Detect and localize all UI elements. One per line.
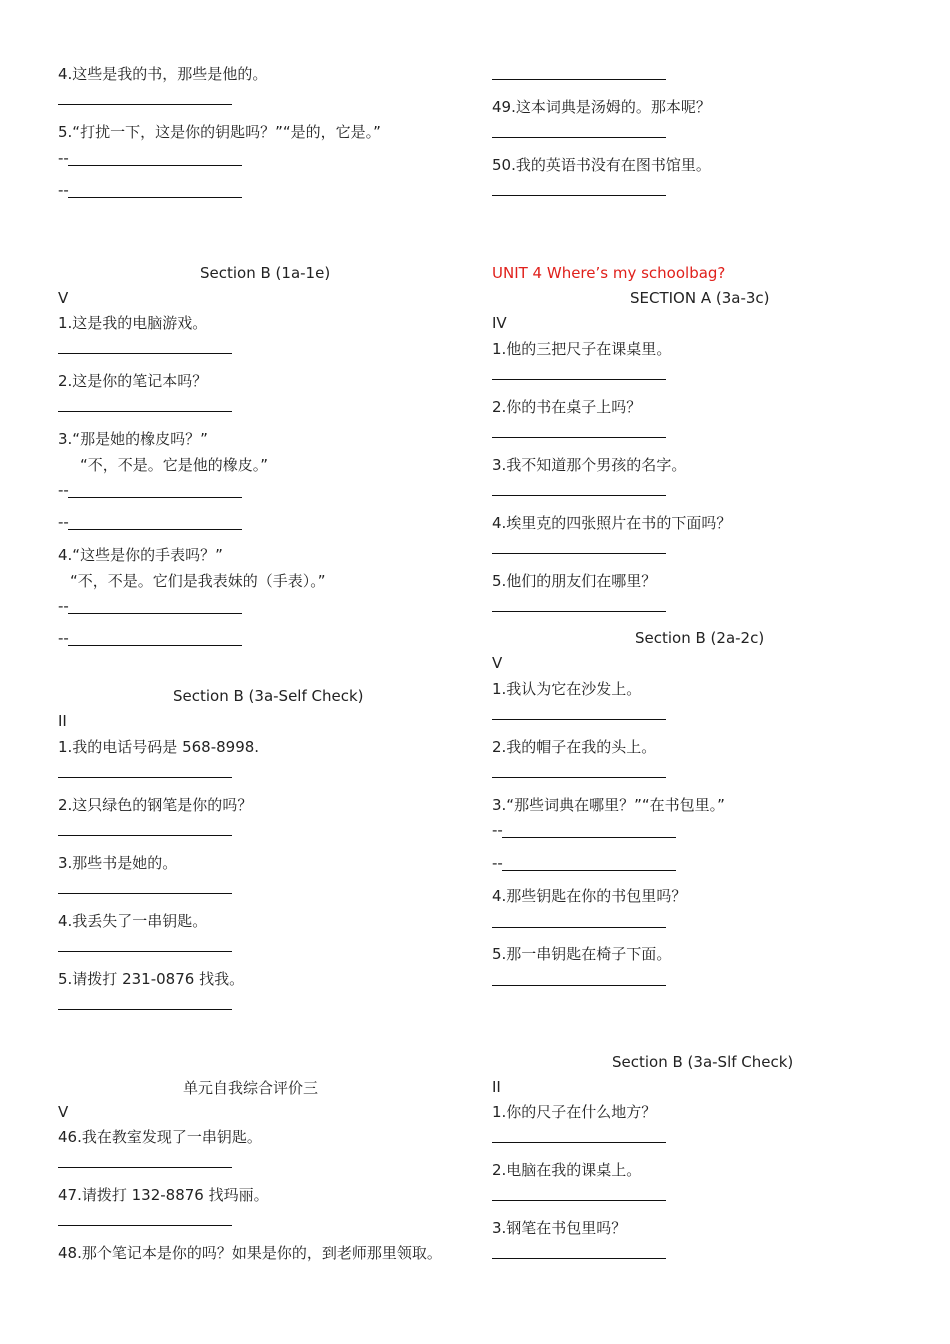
dialog-answer-line[interactable]: --	[58, 180, 69, 200]
exercise-item: 2.你的书在桌子上吗？	[492, 398, 642, 416]
answer-line[interactable]	[58, 1225, 232, 1226]
section-title: 单元自我综合评价三	[183, 1079, 319, 1097]
exercise-item: 5.“打扰一下，这是你的钥匙吗？”“是的，它是。”	[58, 123, 381, 141]
exercise-item: 4.那些钥匙在你的书包里吗？	[492, 887, 687, 905]
answer-line[interactable]	[492, 195, 666, 196]
part-label: V	[58, 289, 69, 307]
exercise-item: 5.请拨打 231-0876 找我。	[58, 970, 245, 988]
part-label: II	[58, 712, 67, 730]
answer-line[interactable]	[492, 777, 666, 778]
dialog-answer-line[interactable]: --	[58, 480, 69, 500]
dialog-answer-line[interactable]: --	[58, 596, 69, 616]
answer-line[interactable]	[58, 951, 232, 952]
section-title: Section B (3a-Self Check)	[173, 687, 364, 705]
answer-line[interactable]	[58, 835, 232, 836]
exercise-item: 49.这本词典是汤姆的。那本呢？	[492, 98, 711, 116]
answer-line[interactable]	[58, 777, 232, 778]
answer-line[interactable]	[58, 353, 232, 354]
exercise-item: 47.请拨打 132-8876 找玛丽。	[58, 1186, 269, 1204]
answer-line[interactable]	[492, 137, 666, 138]
exercise-item: 3.“那些词典在哪里？”“在书包里。”	[492, 796, 725, 814]
answer-line[interactable]	[58, 893, 232, 894]
exercise-item: 48.那个笔记本是你的吗？如果是你的，到老师那里领取。	[58, 1244, 442, 1262]
exercise-item: 50.我的英语书没有在图书馆里。	[492, 156, 711, 174]
exercise-item: 3.我不知道那个男孩的名字。	[492, 456, 687, 474]
unit-title: UNIT 4 Where’s my schoolbag?	[492, 264, 726, 282]
exercise-item: 5.那一串钥匙在椅子下面。	[492, 945, 672, 963]
answer-line[interactable]	[492, 379, 666, 380]
exercise-item: 4.“这些是你的手表吗？”	[58, 546, 223, 564]
answer-line[interactable]	[58, 411, 232, 412]
answer-line[interactable]	[492, 1200, 666, 1201]
exercise-item: 4.这些是我的书，那些是他的。	[58, 65, 268, 83]
exercise-item: 3.那些书是她的。	[58, 854, 178, 872]
part-label: V	[492, 654, 503, 672]
answer-line[interactable]	[492, 1258, 666, 1259]
answer-line[interactable]	[58, 1167, 232, 1168]
answer-line[interactable]	[492, 927, 666, 928]
exercise-item: 1.这是我的电脑游戏。	[58, 314, 208, 332]
dialog-answer-line[interactable]: --	[492, 820, 503, 840]
part-label: V	[58, 1103, 69, 1121]
exercise-item-cont: “不，不是。它们是我表妹的（手表）。”	[70, 572, 326, 590]
exercise-item: 1.我认为它在沙发上。	[492, 680, 642, 698]
exercise-item: 3.钢笔在书包里吗？	[492, 1219, 627, 1237]
answer-line[interactable]	[492, 495, 666, 496]
answer-line[interactable]	[492, 553, 666, 554]
dialog-answer-line[interactable]: --	[58, 148, 69, 168]
exercise-item: 1.他的三把尺子在课桌里。	[492, 340, 672, 358]
exercise-item: 1.你的尺子在什么地方？	[492, 1103, 657, 1121]
answer-line[interactable]	[58, 104, 232, 105]
part-label: II	[492, 1078, 501, 1096]
exercise-item: 2.电脑在我的课桌上。	[492, 1161, 642, 1179]
answer-line[interactable]	[492, 719, 666, 720]
exercise-item: 4.埃里克的四张照片在书的下面吗？	[492, 514, 732, 532]
answer-line[interactable]	[492, 437, 666, 438]
answer-line[interactable]	[492, 79, 666, 80]
exercise-item: 2.我的帽子在我的头上。	[492, 738, 657, 756]
dialog-answer-line[interactable]: --	[492, 853, 503, 873]
answer-line[interactable]	[58, 1009, 232, 1010]
exercise-item: 2.这是你的笔记本吗？	[58, 372, 208, 390]
exercise-item: 2.这只绿色的钢笔是你的吗？	[58, 796, 253, 814]
answer-line[interactable]	[492, 611, 666, 612]
part-label: IV	[492, 314, 507, 332]
section-title: Section B (2a-2c)	[635, 629, 765, 647]
exercise-item-cont: “不，不是。它是他的橡皮。”	[80, 456, 269, 474]
section-title: Section B (3a-Slf Check)	[612, 1053, 794, 1071]
exercise-item: 5.他们的朋友们在哪里？	[492, 572, 657, 590]
exercise-item: 46.我在教室发现了一串钥匙。	[58, 1128, 262, 1146]
exercise-item: 1.我的电话号码是 568-8998.	[58, 738, 260, 756]
section-title: Section B (1a-1e)	[200, 264, 331, 282]
exercise-item: 4.我丢失了一串钥匙。	[58, 912, 208, 930]
exercise-item: 3.“那是她的橡皮吗？”	[58, 430, 208, 448]
answer-line[interactable]	[492, 1142, 666, 1143]
dialog-answer-line[interactable]: --	[58, 512, 69, 532]
section-title: SECTION A (3a-3c)	[630, 289, 770, 307]
answer-line[interactable]	[492, 985, 666, 986]
dialog-answer-line[interactable]: --	[58, 628, 69, 648]
